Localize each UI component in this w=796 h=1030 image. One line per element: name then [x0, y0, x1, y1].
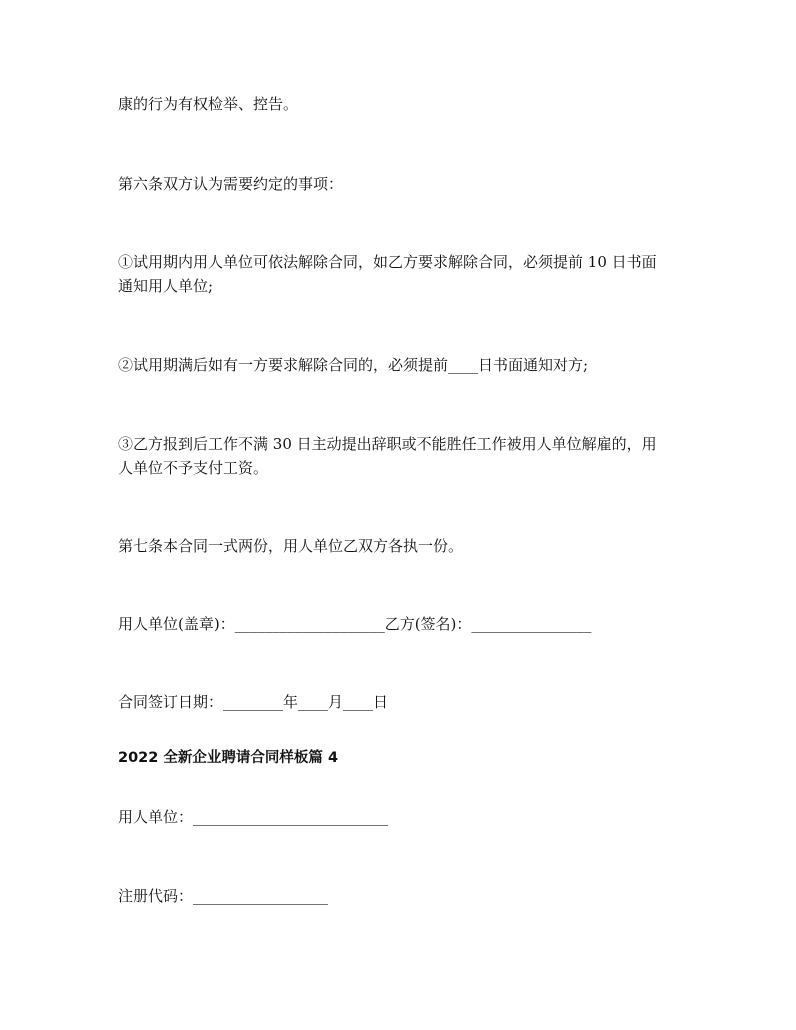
clause-3-line-1: ③乙方报到后工作不满 30 日主动提出辞职或不能胜任工作被用人单位解雇的，用 [118, 435, 657, 453]
section-heading: 2022 全新企业聘请合同样板篇 4 [118, 750, 339, 766]
sign-date-line: 合同签订日期：________年____月____日 [118, 693, 389, 711]
article-six-title: 第六条双方认为需要约定的事项： [118, 175, 344, 193]
clause-3-line-2: 人单位不予支付工资。 [118, 459, 269, 477]
article-seven: 第七条本合同一式两份，用人单位乙双方各执一份。 [118, 537, 464, 555]
clause-1-line-1: ①试用期内用人单位可依法解除合同，如乙方要求解除合同，必须提前 10 日书面 [118, 253, 657, 271]
employer-field: 用人单位：__________________________ [118, 808, 389, 826]
clause-1-line-2: 通知用人单位; [118, 277, 214, 295]
clause-2: ②试用期满后如有一方要求解除合同的，必须提前____日书面通知对方; [118, 356, 589, 374]
registration-code-field: 注册代码：__________________ [118, 887, 329, 905]
paragraph-line: 康的行为有权检举、控告。 [118, 95, 299, 113]
signature-line: 用人单位(盖章)：____________________乙方(签名)：________________ [118, 615, 592, 633]
